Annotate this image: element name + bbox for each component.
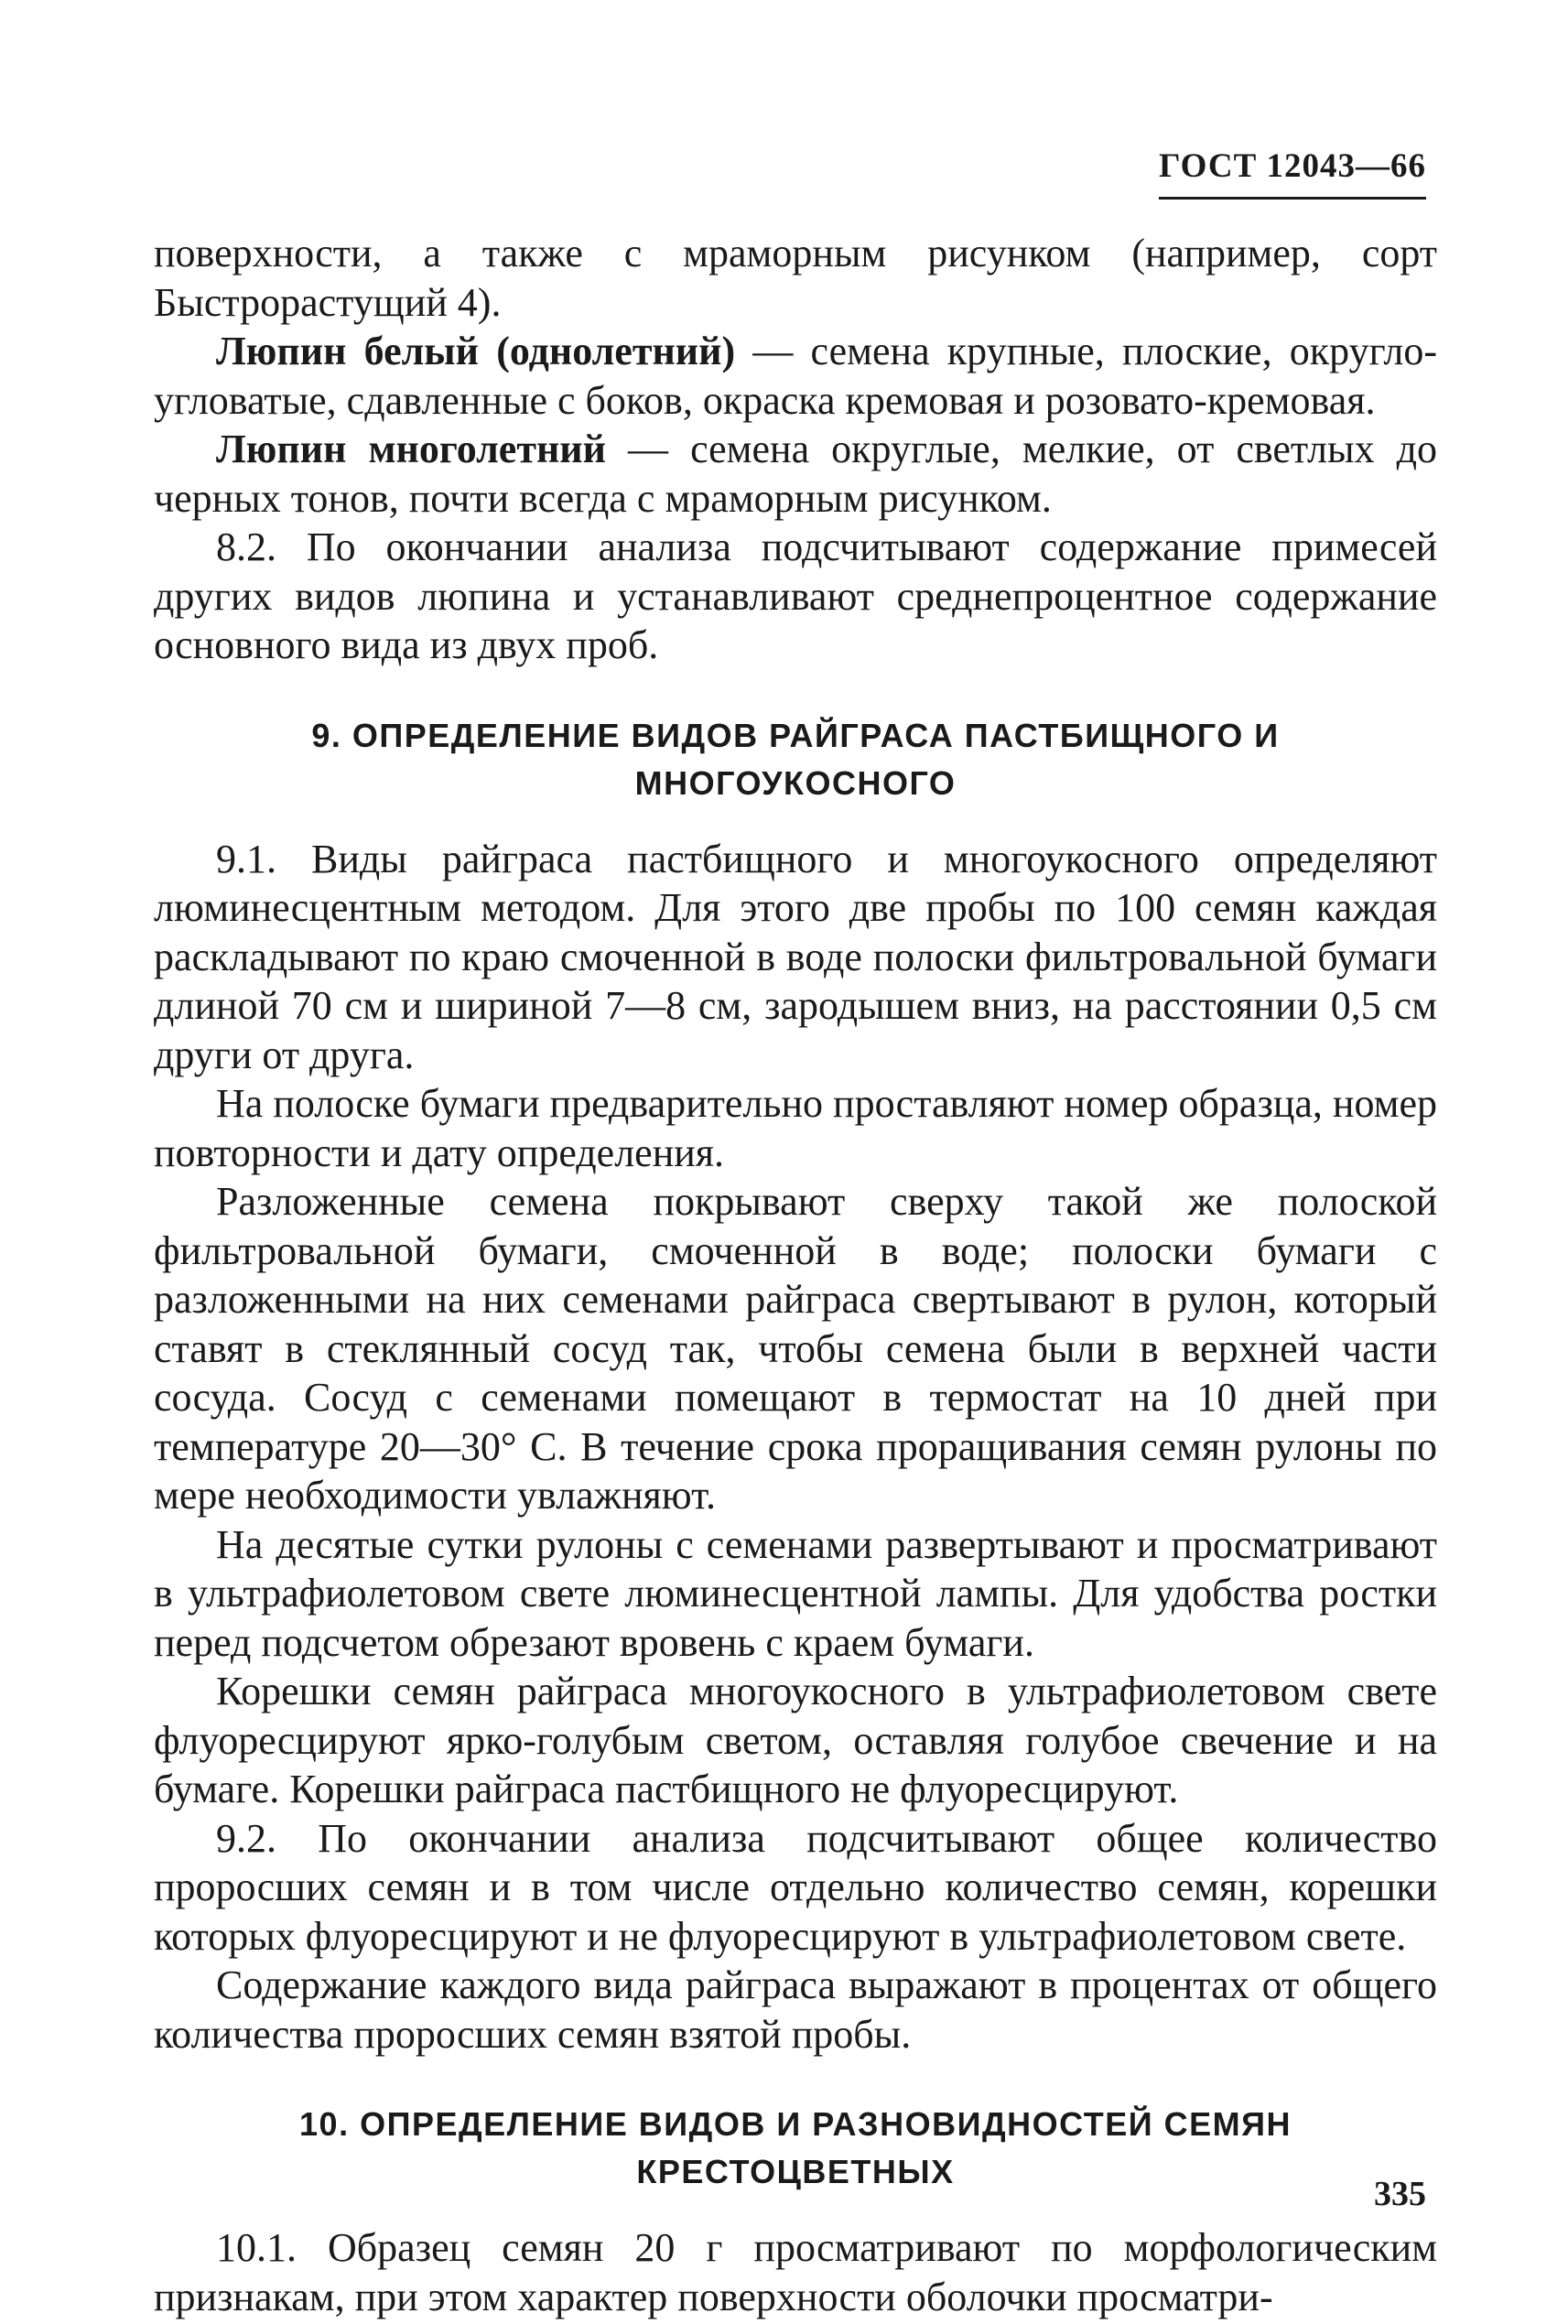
paragraph-9-2: 9.2. По окончании анализа подсчитывают общее количество проросших семян и в том числе отдельно количество семян, корешки которых флуоресцируют и не флуоресцируют в ультрафиолетовом свете.	[154, 1815, 1437, 1959]
paragraph: На полоске бумаги предварительно проставляют номер образца, номер повторности и дату определения.	[154, 1081, 1437, 1175]
section-9-heading: 9. ОПРЕДЕЛЕНИЕ ВИДОВ РАЙГРАСА ПАСТБИЩНОГО И МНОГОУКОСНОГО	[311, 716, 1280, 802]
paragraph-lupin-white	[154, 327, 1437, 425]
paragraph: Разложенные семена покрывают сверху такой же полоской фильтровальной бумаги, смоченной в воде; полоски бумаги с разложенными на них семенами райграса свертывают в рулон, который ставят в стеклянный сосуд так, чтобы семена были в верхней части сосуда. Сосуд с семенами помещают в термостат на 10 дней при температуре 20—30° С. В течение срока проращивания семян рулоны по мере необходимости увлажняют.	[154, 1179, 1437, 1518]
paragraph: Корешки семян райграса многоукосного в ультрафиолетовом свете флуоресцируют ярко-голубым светом, оставляя голубое свечение и на бумаге. Корешки райграса пастбищного не флуоресцируют.	[154, 1669, 1437, 1811]
paragraph-text: — семена округлые, мелкие, от светлых до черных тонов, почти всегда с мраморным рисунком.	[154, 427, 1437, 521]
term-lupin-white: Люпин белый (однолетний)	[216, 329, 736, 373]
page-content	[154, 229, 1437, 2321]
paragraph-10-1: 10.1. Образец семян 20 г просматривают по морфологическим признакам, при этом характер поверхности оболочки просматри-	[154, 2225, 1437, 2319]
paragraph-lupin-perennial	[154, 425, 1437, 523]
paragraph-text: — семена крупные, плоские, округло-угловатые, сдавленные с боков, окраска кремовая и розовато-кремовая.	[154, 329, 1437, 423]
paragraph-continuation: поверхности, а также с мраморным рисунком (например, сорт Быстрорастущий 4).	[154, 231, 1437, 325]
paragraph-9-1: 9.1. Виды райграса пастбищного и многоукосного определяют люминесцентным методом. Для этого две пробы по 100 семян каждая раскладывают по краю смоченной в воде полоски фильтровальной бумаги длиной 70 см и шириной 7—8 см, зародышем вниз, на расстоянии 0,5 см други от друга.	[154, 836, 1437, 1077]
page-number: 335	[1374, 2175, 1426, 2213]
paragraph-8-2: 8.2. По окончании анализа подсчитывают содержание примесей других видов люпина и устанавливают среднепроцентное содержание основного вида из двух проб.	[154, 524, 1437, 667]
paragraph: На десятые сутки рулоны с семенами развертывают и просматривают в ультрафиолетовом свете люминесцентной лампы. Для удобства ростки перед подсчетом обрезают вровень с краем бумаги.	[154, 1521, 1437, 1665]
standard-header: ГОСТ 12043—66	[1159, 146, 1426, 200]
paragraph: Содержание каждого вида райграса выражают в процентах от общего количества проросших семян взятой пробы.	[154, 1962, 1437, 2057]
term-lupin-perennial: Люпин многолетний	[216, 427, 607, 471]
section-10-heading: 10. ОПРЕДЕЛЕНИЕ ВИДОВ И РАЗНОВИДНОСТЕЙ СЕМЯН КРЕСТОЦВЕТНЫХ	[299, 2105, 1292, 2190]
